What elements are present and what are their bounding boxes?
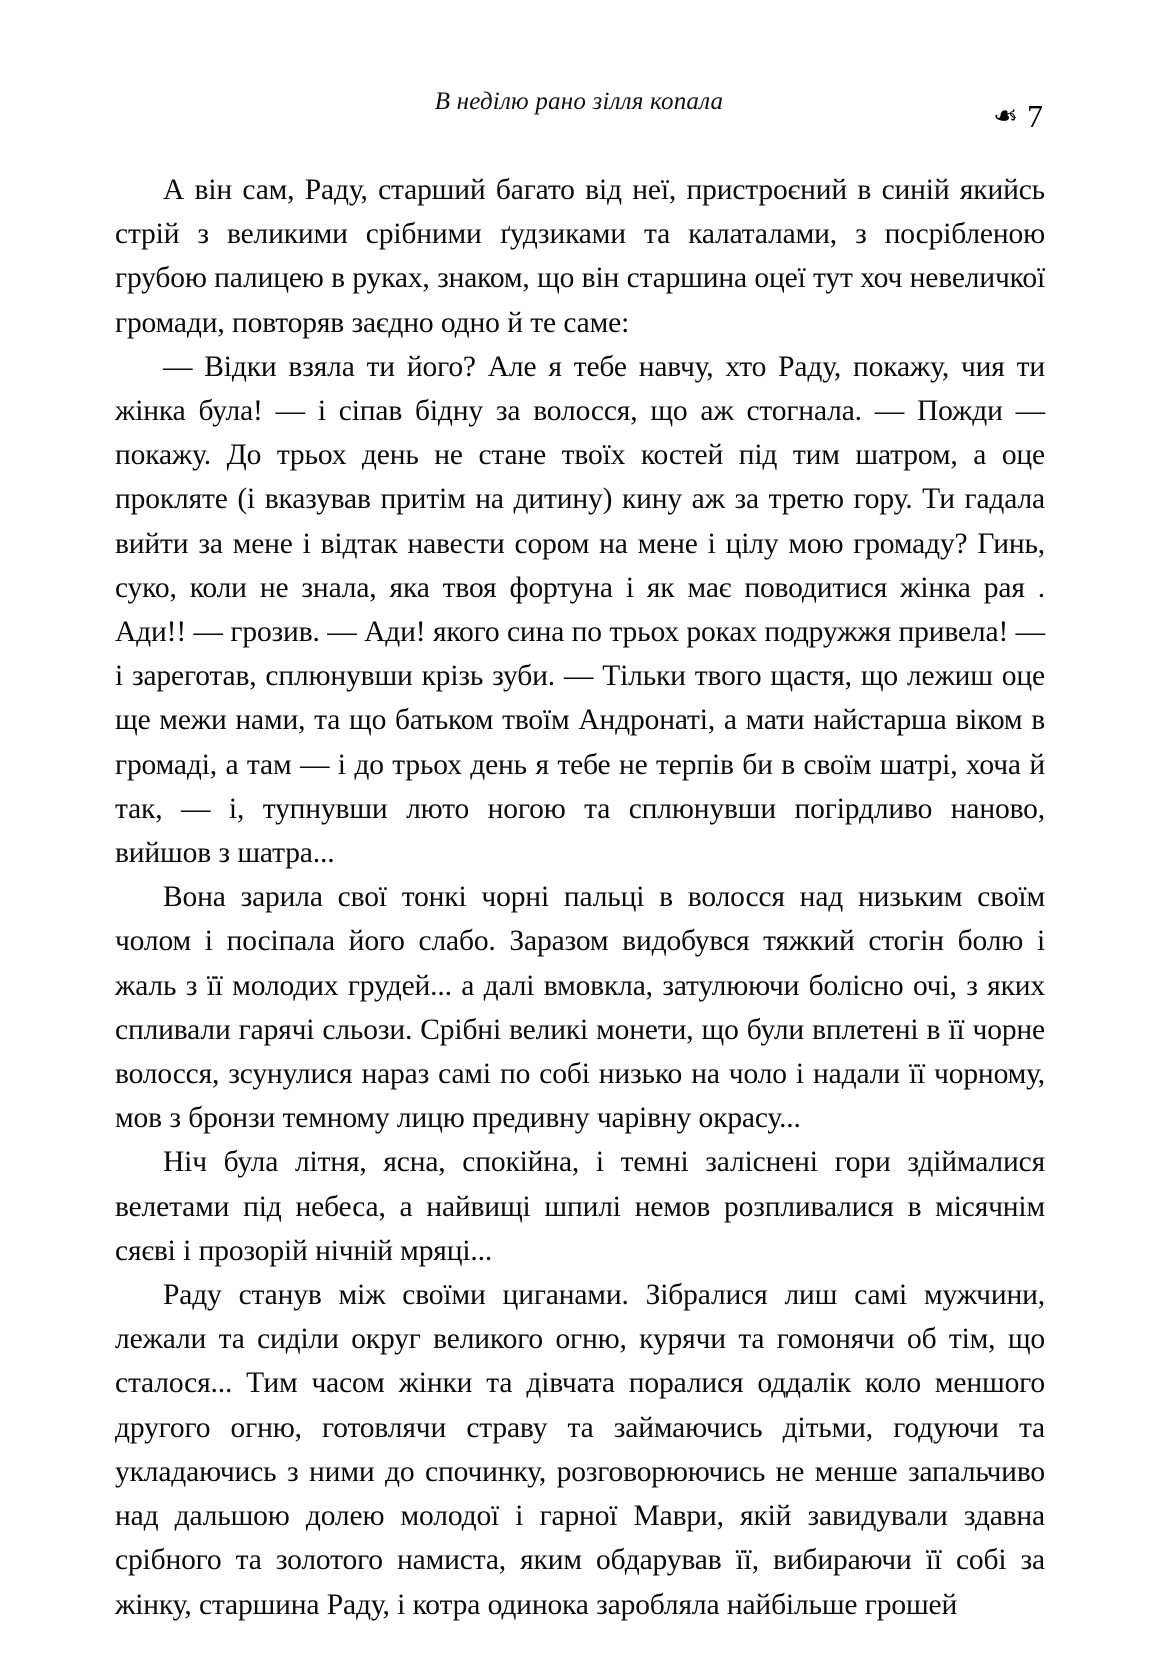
- paragraph: Вона зарила свої тонкі чорні пальці в волосся над низьким своїм чолом і посіпала його слабо. Заразом видобувся тяжкий стогін болю і жаль з її молодих грудей... а далі вмовкла, затулюючи болісно очі, з яких спливали гарячі сльози. Срібні великі монети, що були вплетені в її чорне волосся, зсунулися нараз самі по собі низько на чоло і надали її чорному, мов з бронзи темному лицю предивну чарівну окрасу...: [115, 881, 1045, 1135]
- paragraph: Ніч була літня, ясна, спокійна, і темні заліснені гори здіймалися велетами під небеса, а найвищі шпилі немов розпливалися в місячнім сяєві і прозорій нічній мряці...: [115, 1146, 1045, 1267]
- paragraph: А він сам, Раду, старший багато від неї, пристроєний в синій якийсь стрій з великими срібними ґудзиками та калаталами, з посрібленою грубою палицею в руках, знаком, що він старшина оцеї тут хоч невеличкої громади, повторяв заєдно одно й те саме:: [115, 174, 1045, 339]
- paragraph: — Відки взяла ти його? Але я тебе навчу, хто Раду, покажу, чия ти жінка була! — і сіпав бідну за волосся, що аж стогнала. — Пожди — покажу. До трьох день не стане твоїх костей під тим шатром, а оце прокляте (і вказував притім на дитину) кину аж за третю гору. Ти гадала вийти за мене і відтак навести сором на мене і цілу мою громаду? Гинь, суко, коли не знала, яка твоя фортуна і як має поводитися жінка рая . Ади!! — грозив. — Ади! якого сина по трьох роках подружжя привела! — і зареготав, сплюнувши крізь зуби. — Тільки твого щастя, що лежиш оце ще межи нами, та що батьком твоїм Андронаті, а мати найстарша віком в громаді, а там — і до трьох день я тебе не терпів би в своїм шатрі, хоча й так, — і, тупнувши люто ногою та сплюнувши погірдливо наново, вийшов з шатра...: [115, 350, 1045, 870]
- floral-heart-ornament-icon: ❧: [992, 100, 1018, 133]
- running-head: [115, 88, 1043, 132]
- body-text-block: [115, 168, 1045, 1627]
- running-head-title: В неділю рано зілля копала: [434, 88, 724, 115]
- paragraph: Раду станув між своїми циганами. Зібралися лиш самі мужчини, лежали та сиділи округ великого огню, курячи та гомонячи об тім, що сталося... Тим часом жінки та дівчата поралися оддалік коло меншого другого огню, готовлячи страву та займаючись дітьми, годуючи та укладаючись з ними до спочинку, розговорюючись не менше запальчиво над дальшою долею молодої і гарної Маври, якій завидували здавна срібного та золотого намиста, яким обдарував її, вибираючи її собі за жінку, старшина Раду, і котра одинока заробляла найбільше грошей: [115, 1279, 1045, 1621]
- page-number: 7: [1027, 98, 1043, 134]
- folio: [993, 100, 1043, 132]
